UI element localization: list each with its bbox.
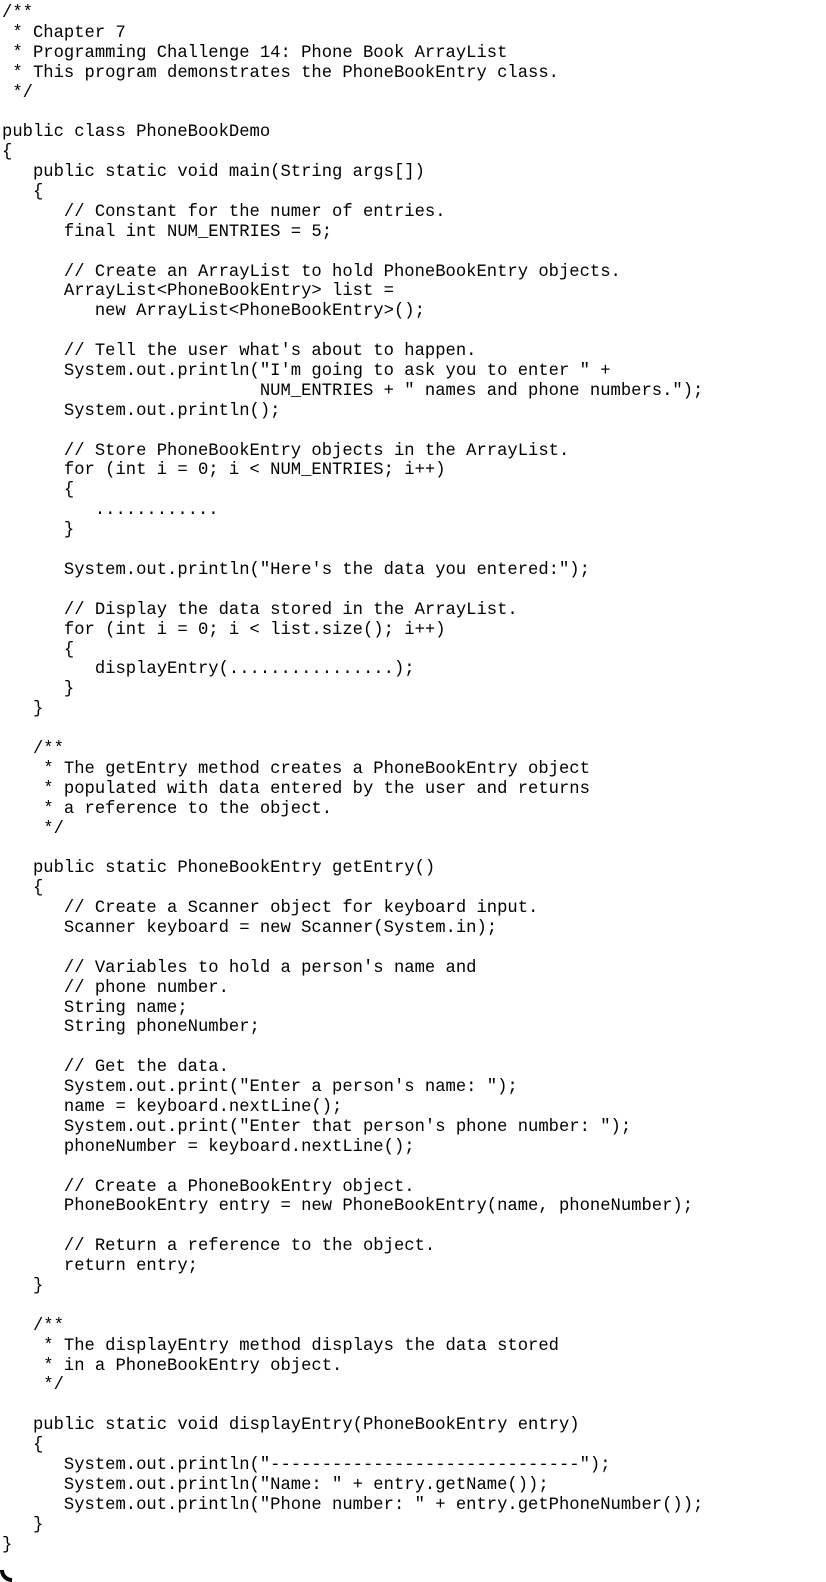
code-line: } xyxy=(2,1515,44,1535)
code-line xyxy=(2,322,822,342)
code-line: for (int i = 0; i < list.size(); i++) xyxy=(2,620,446,640)
code-line: * Programming Challenge 14: Phone Book ArrayList xyxy=(2,43,508,63)
code-line: System.out.println("Name: " + entry.getName()); xyxy=(2,1475,549,1495)
code-line: public static void main(String args[]) xyxy=(2,163,425,183)
code-line: System.out.println("Here's the data you entered:"); xyxy=(2,560,590,580)
code-line: * a reference to the object. xyxy=(2,799,333,819)
code-line: // Tell the user what's about to happen. xyxy=(2,342,477,362)
code-line: // Variables to hold a person's name and xyxy=(2,958,477,978)
code-line xyxy=(2,422,822,442)
code-line xyxy=(2,1396,822,1416)
code-line: public static void displayEntry(PhoneBookEntry entry) xyxy=(2,1416,580,1436)
code-line: ArrayList<PhoneBookEntry> list = xyxy=(2,282,394,302)
code-line: System.out.print("Enter that person's phone number: "); xyxy=(2,1117,632,1137)
code-line: System.out.println("I'm going to ask you to enter " + xyxy=(2,362,611,382)
code-line: // Get the data. xyxy=(2,1058,229,1078)
code-line: { xyxy=(2,879,44,899)
code-line: /** xyxy=(2,1316,64,1336)
code-line: * Chapter 7 xyxy=(2,23,126,43)
code-line xyxy=(2,103,822,123)
code-line: /** xyxy=(2,4,33,23)
code-line: // Constant for the numer of entries. xyxy=(2,202,446,222)
code-line: */ xyxy=(2,83,33,103)
code-line: System.out.println("------------------------------"); xyxy=(2,1456,611,1476)
code-line: phoneNumber = keyboard.nextLine(); xyxy=(2,1137,415,1157)
code-line: for (int i = 0; i < NUM_ENTRIES; i++) xyxy=(2,461,446,481)
code-line: name = keyboard.nextLine(); xyxy=(2,1097,343,1117)
code-line: // Store PhoneBookEntry objects in the ArrayList. xyxy=(2,441,570,461)
code-line xyxy=(2,1217,822,1237)
code-line xyxy=(2,839,822,859)
code-line: { xyxy=(2,481,75,501)
code-line: { xyxy=(2,183,44,203)
code-line xyxy=(2,939,822,959)
code-line: } xyxy=(2,1535,13,1555)
code-line: System.out.println(); xyxy=(2,401,281,421)
code-line: public static PhoneBookEntry getEntry() xyxy=(2,859,436,879)
code-line xyxy=(2,541,822,561)
code-line: * populated with data entered by the user and returns xyxy=(2,779,590,799)
code-line: Scanner keyboard = new Scanner(System.in); xyxy=(2,918,498,938)
code-line: displayEntry(................); xyxy=(2,660,415,680)
code-line xyxy=(2,1038,822,1058)
code-line: */ xyxy=(2,819,64,839)
code-line: PhoneBookEntry entry = new PhoneBookEntry(name, phoneNumber); xyxy=(2,1197,694,1217)
code-line: public class PhoneBookDemo xyxy=(2,123,271,143)
code-line: * The displayEntry method displays the data stored xyxy=(2,1336,559,1356)
code-listing xyxy=(2,4,822,1555)
code-line: /** xyxy=(2,739,64,759)
code-line: } xyxy=(2,521,75,541)
code-line xyxy=(2,720,822,740)
code-line: new ArrayList<PhoneBookEntry>(); xyxy=(2,302,425,322)
code-line: } xyxy=(2,700,44,720)
code-line: } xyxy=(2,1277,44,1296)
code-line: // Create a PhoneBookEntry object. xyxy=(2,1177,415,1197)
code-line: * This program demonstrates the PhoneBookEntry class. xyxy=(2,63,559,83)
code-line xyxy=(2,1297,822,1317)
code-line: return entry; xyxy=(2,1257,198,1277)
code-line xyxy=(2,1158,822,1178)
code-line: { xyxy=(2,640,75,660)
code-line: final int NUM_ENTRIES = 5; xyxy=(2,222,333,242)
code-line: } xyxy=(2,680,75,700)
page-corner-mark xyxy=(0,1570,12,1582)
code-line: * The getEntry method creates a PhoneBookEntry object xyxy=(2,759,590,779)
code-line: System.out.println("Phone number: " + entry.getPhoneNumber()); xyxy=(2,1495,704,1515)
code-line: { xyxy=(2,143,13,163)
code-line: // Create a Scanner object for keyboard input. xyxy=(2,899,539,919)
code-line: */ xyxy=(2,1376,64,1396)
code-line: ............ xyxy=(2,501,219,521)
code-line: String phoneNumber; xyxy=(2,1018,260,1038)
code-line: // Return a reference to the object. xyxy=(2,1237,436,1257)
code-line: NUM_ENTRIES + " names and phone numbers."); xyxy=(2,381,704,401)
code-line: System.out.print("Enter a person's name: "); xyxy=(2,1078,518,1098)
code-line xyxy=(2,243,822,263)
code-line: // phone number. xyxy=(2,978,229,998)
code-line: // Create an ArrayList to hold PhoneBookEntry objects. xyxy=(2,262,621,282)
code-line: { xyxy=(2,1436,44,1456)
code-line xyxy=(2,581,822,601)
code-line: // Display the data stored in the ArrayList. xyxy=(2,600,518,620)
code-line: String name; xyxy=(2,998,188,1018)
code-line: * in a PhoneBookEntry object. xyxy=(2,1356,343,1376)
